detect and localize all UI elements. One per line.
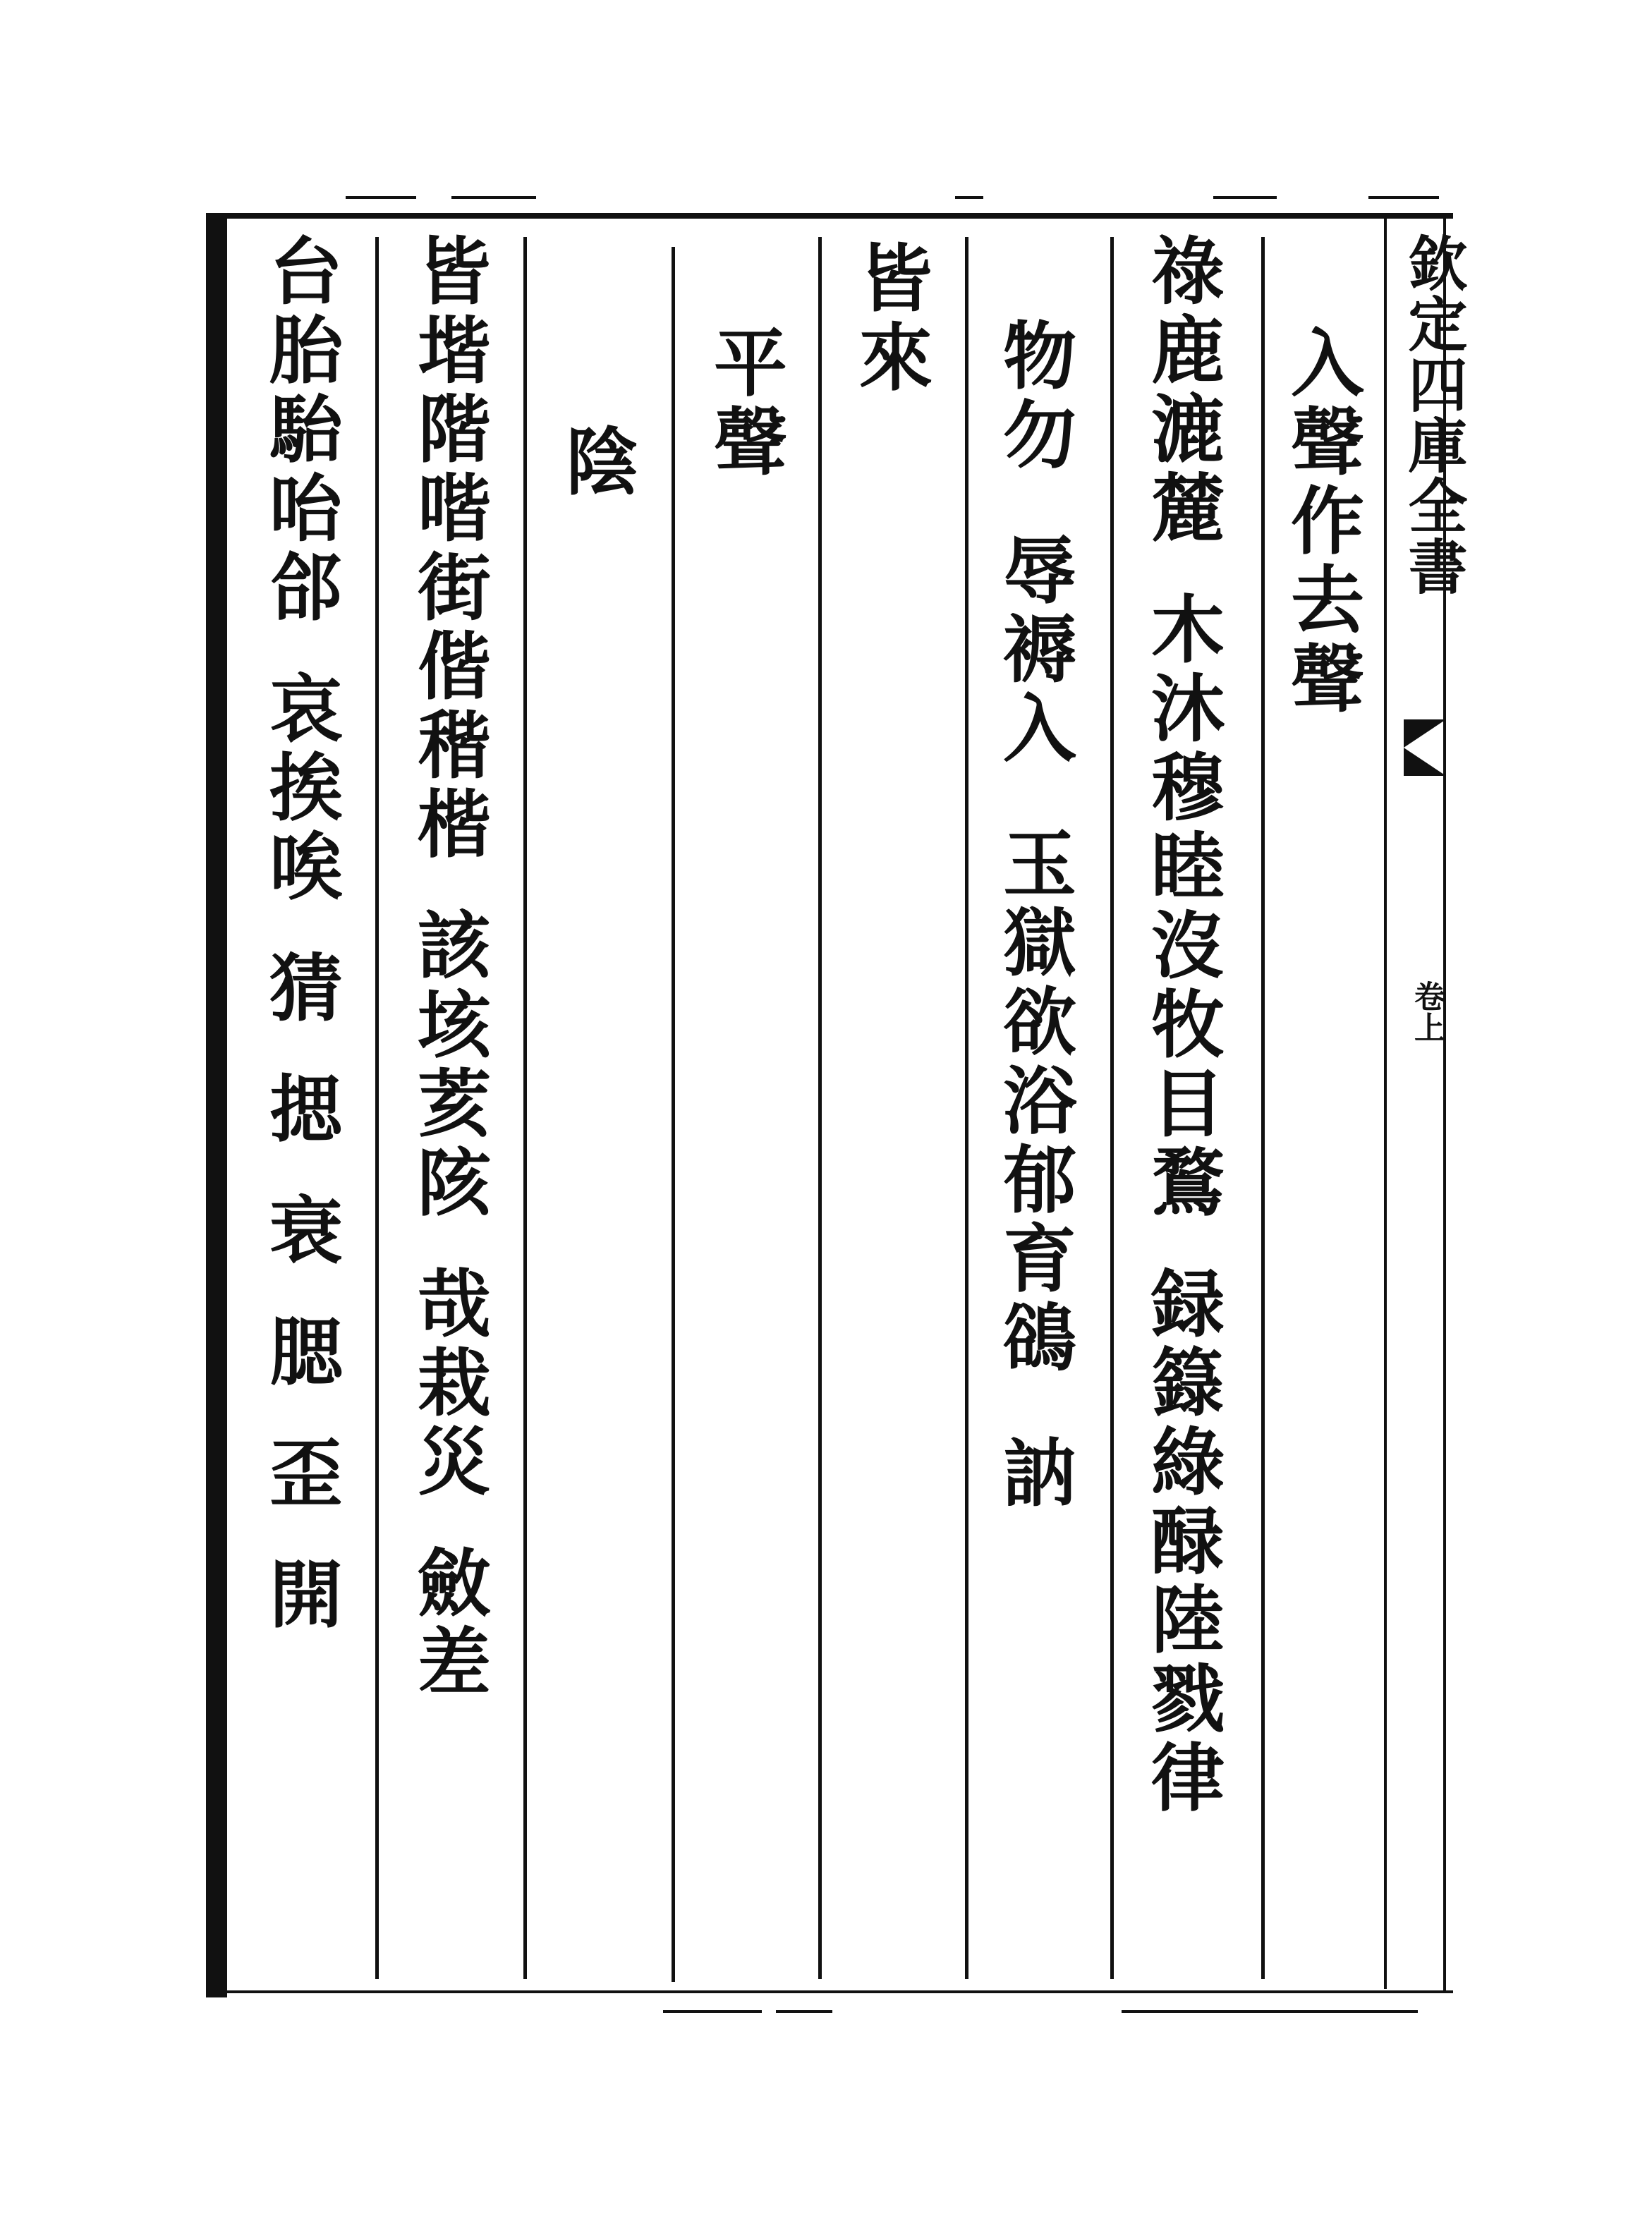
column-segment: 陰 (553, 423, 640, 502)
edge-mark (346, 196, 416, 199)
text-column (988, 317, 1079, 1514)
column-segment: 録籙綠醁陸戮律 (1138, 1265, 1225, 1818)
column-segment: 開 (257, 1556, 344, 1635)
column-divider (523, 237, 527, 1979)
book-title: 欽定四庫全書 (1399, 233, 1469, 597)
column-segment: 台胎駘咍郃 (257, 233, 344, 628)
column-segment: 皆來 (846, 240, 933, 398)
column-segment: 哉栽災 (405, 1265, 492, 1502)
column-divider (965, 237, 968, 1979)
text-column (402, 233, 494, 1703)
column-segment: 辱褥入 (990, 532, 1077, 769)
column-segment: 玉獄欲浴郁育鵒 (990, 825, 1077, 1378)
column-divider (672, 247, 675, 1982)
frame-left-border (206, 213, 227, 1997)
column-divider (1110, 237, 1114, 1979)
text-column (1275, 324, 1367, 719)
edge-mark (663, 2010, 762, 2013)
column-segment: 哀挨唉 (257, 670, 344, 907)
column-segment: 平聲 (701, 324, 788, 482)
edge-mark (451, 196, 536, 199)
column-segment: 入聲作去聲 (1278, 324, 1365, 719)
column-segment: 腮 (257, 1313, 344, 1392)
edge-mark (1213, 196, 1277, 199)
edge-mark (955, 196, 983, 199)
text-column (698, 324, 790, 482)
edge-mark (776, 2010, 832, 2013)
fishtail-mark (1404, 719, 1446, 776)
column-divider (818, 237, 822, 1979)
frame-top-border (212, 213, 1453, 219)
column-segment: 訥 (990, 1435, 1077, 1514)
text-column (1136, 233, 1227, 1818)
text-column (550, 423, 642, 502)
edge-mark (1122, 2010, 1418, 2013)
column-segment: 木沐穆睦沒牧目鶩 (1138, 591, 1225, 1223)
volume-label: 卷上 (1409, 980, 1445, 1042)
column-segment: 猜 (257, 949, 344, 1028)
column-segment: 揌 (257, 1071, 344, 1150)
column-segment: 該垓荄陔 (405, 907, 492, 1223)
column-segment: 衰 (257, 1192, 344, 1271)
column-divider (375, 237, 379, 1979)
column-segment: 祿鹿漉麓 (1138, 233, 1225, 549)
column-divider (1384, 219, 1387, 1989)
frame-bottom-border (212, 1990, 1453, 1993)
column-segment: 皆堦階喈街偕稭楷 (405, 233, 492, 865)
column-segment: 物勿 (990, 317, 1077, 475)
text-column (844, 240, 935, 398)
column-segment: 歪 (257, 1435, 344, 1514)
column-segment: 斂差 (405, 1545, 492, 1703)
edge-mark (1368, 196, 1439, 199)
column-divider (1261, 237, 1265, 1979)
text-column (254, 233, 346, 1635)
